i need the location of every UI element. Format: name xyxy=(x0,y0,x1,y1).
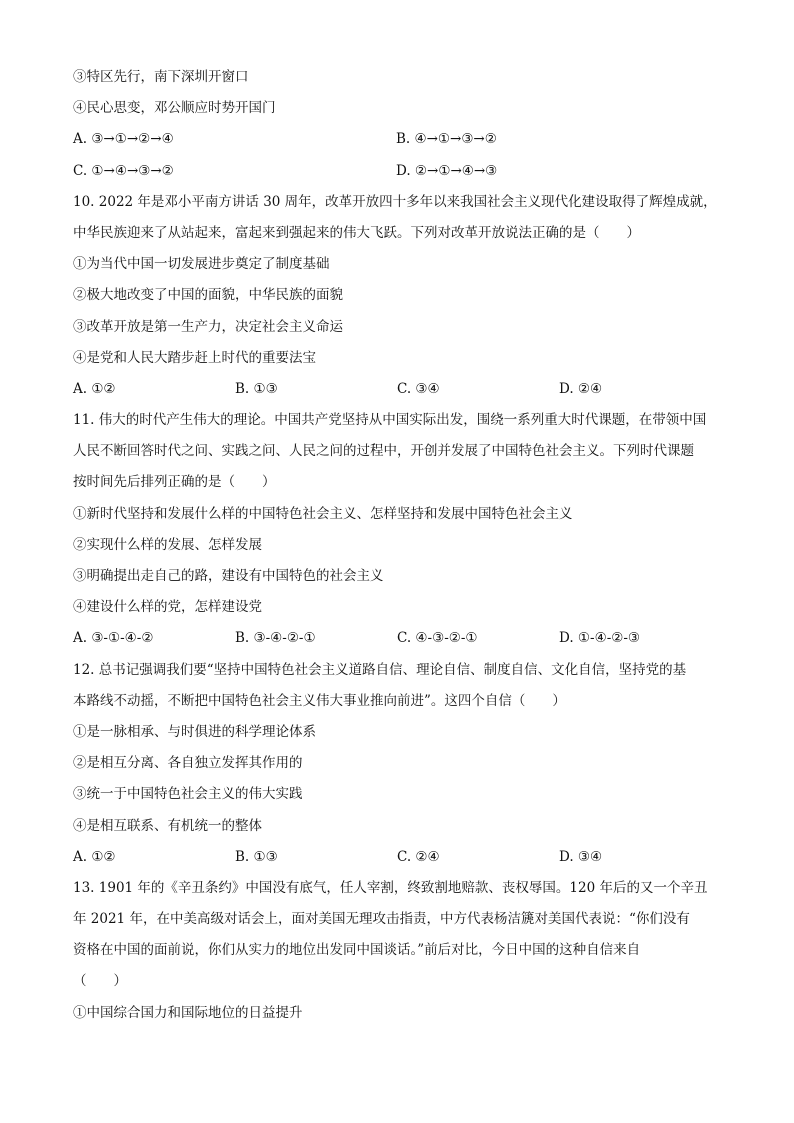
statement-item: ③明确提出走自己的路，建设有中国特色的社会主义 xyxy=(73,568,384,584)
option-c[interactable]: C. ④-③-②-① xyxy=(397,630,478,647)
answer-options xyxy=(73,623,723,654)
statement-item: ③特区先行，南下深圳开窗口 xyxy=(73,69,249,85)
option-b[interactable]: B. ③-④-②-① xyxy=(235,630,316,647)
statement-item: ①为当代中国一切发展进步奠定了制度基础 xyxy=(73,256,330,273)
question-stem: 资格在中国的面前说，你们从实力的地位出发同中国谈话。”前后对比，今日中国的这种自信来自 xyxy=(73,942,641,959)
question-stem: 12. 总书记强调我们要“坚持中国特色社会主义道路自信、理论自信、制度自信、文化自信，坚持党的基 xyxy=(73,661,687,678)
option-c[interactable]: C. ②④ xyxy=(397,848,440,865)
question-stem: 人民不断回答时代之问、实践之问、人民之问的过程中，开创并发展了中国特色社会主义。下列时代课题 xyxy=(73,443,694,460)
option-d[interactable]: D. ②→①→④→③ xyxy=(396,162,498,179)
statement-item: ②实现什么样的发展、怎样发展 xyxy=(73,536,262,553)
option-c[interactable]: C. ①→④→③→② xyxy=(73,162,174,179)
statement-item: ①是一脉相承、与时俱进的科学理论体系 xyxy=(73,723,316,740)
answer-options xyxy=(73,156,723,187)
option-a[interactable]: A. ①② xyxy=(73,848,116,865)
answer-options xyxy=(73,374,723,405)
statement-item: ②是相互分离、各自独立发挥其作用的 xyxy=(73,755,303,772)
statement-item: ④是党和人民大踏步赶上时代的重要法宝 xyxy=(73,349,316,366)
option-d[interactable]: D. ①-④-②-③ xyxy=(559,630,641,647)
answer-options xyxy=(73,124,723,155)
question-stem: 13. 1901 年的《辛丑条约》中国没有底气，任人宰割，终致割地赔款、丧权辱国。120 年后的又一个辛丑 xyxy=(73,879,708,896)
statement-item: ①新时代坚持和发展什么样的中国特色社会主义、怎样坚持和发展中国特色社会主义 xyxy=(73,505,573,522)
option-a[interactable]: A. ③→①→②→④ xyxy=(73,131,174,148)
option-b[interactable]: B. ①③ xyxy=(235,380,278,397)
statement-item: ①中国综合国力和国际地位的日益提升 xyxy=(73,1004,303,1021)
question-stem: 11. 伟大的时代产生伟大的理论。中国共产党坚持从中国实际出发，围绕一系列重大时代课题，在带领中国 xyxy=(73,412,707,429)
question-12 xyxy=(73,655,723,873)
question-stem: 中华民族迎来了从站起来，富起来到强起来的伟大飞跃。下列对改革开放说法正确的是（ ） xyxy=(73,224,640,241)
statement-item: ③改革开放是第一生产力，决定社会主义命运 xyxy=(73,318,343,335)
option-a[interactable]: A. ①② xyxy=(73,380,116,397)
question-stem: 本路线不动摇，不断把中国特色社会主义伟大事业推向前进”。这四个自信（ ） xyxy=(73,692,566,709)
question-stem: 10. 2022 年是邓小平南方讲话 30 周年，改革开放四十多年以来我国社会主义现代化建设取得了辉煌成就， xyxy=(73,193,717,210)
statement-item: ④是相互联系、有机统一的整体 xyxy=(73,817,262,834)
option-a[interactable]: A. ③-①-④-② xyxy=(73,630,154,647)
statement-item: ②极大地改变了中国的面貌，中华民族的面貌 xyxy=(73,287,343,304)
option-d[interactable]: D. ③④ xyxy=(559,848,603,865)
option-c[interactable]: C. ③④ xyxy=(397,380,440,397)
question-stem: 年 2021 年，在中美高级对话会上，面对美国无理攻击指责，中方代表杨洁篪对美国代表说：“你们没有 xyxy=(73,911,690,928)
answer-options xyxy=(73,842,723,873)
question-13 xyxy=(73,873,723,1029)
question-11 xyxy=(73,405,723,655)
option-d[interactable]: D. ②④ xyxy=(559,380,603,397)
statement-item: ④民心思变，邓公顺应时势开国门 xyxy=(73,100,276,117)
statement-item: ④建设什么样的党，怎样建设党 xyxy=(73,599,262,616)
question-9 xyxy=(73,62,723,187)
exam-page xyxy=(73,62,723,1029)
question-stem: （ ） xyxy=(73,973,127,990)
option-b[interactable]: B. ①③ xyxy=(235,848,278,865)
question-10 xyxy=(73,187,723,405)
question-stem: 按时间先后排列正确的是（ ） xyxy=(73,474,276,491)
option-b[interactable]: B. ④→①→③→② xyxy=(396,131,497,148)
statement-item: ③统一于中国特色社会主义的伟大实践 xyxy=(73,786,303,803)
